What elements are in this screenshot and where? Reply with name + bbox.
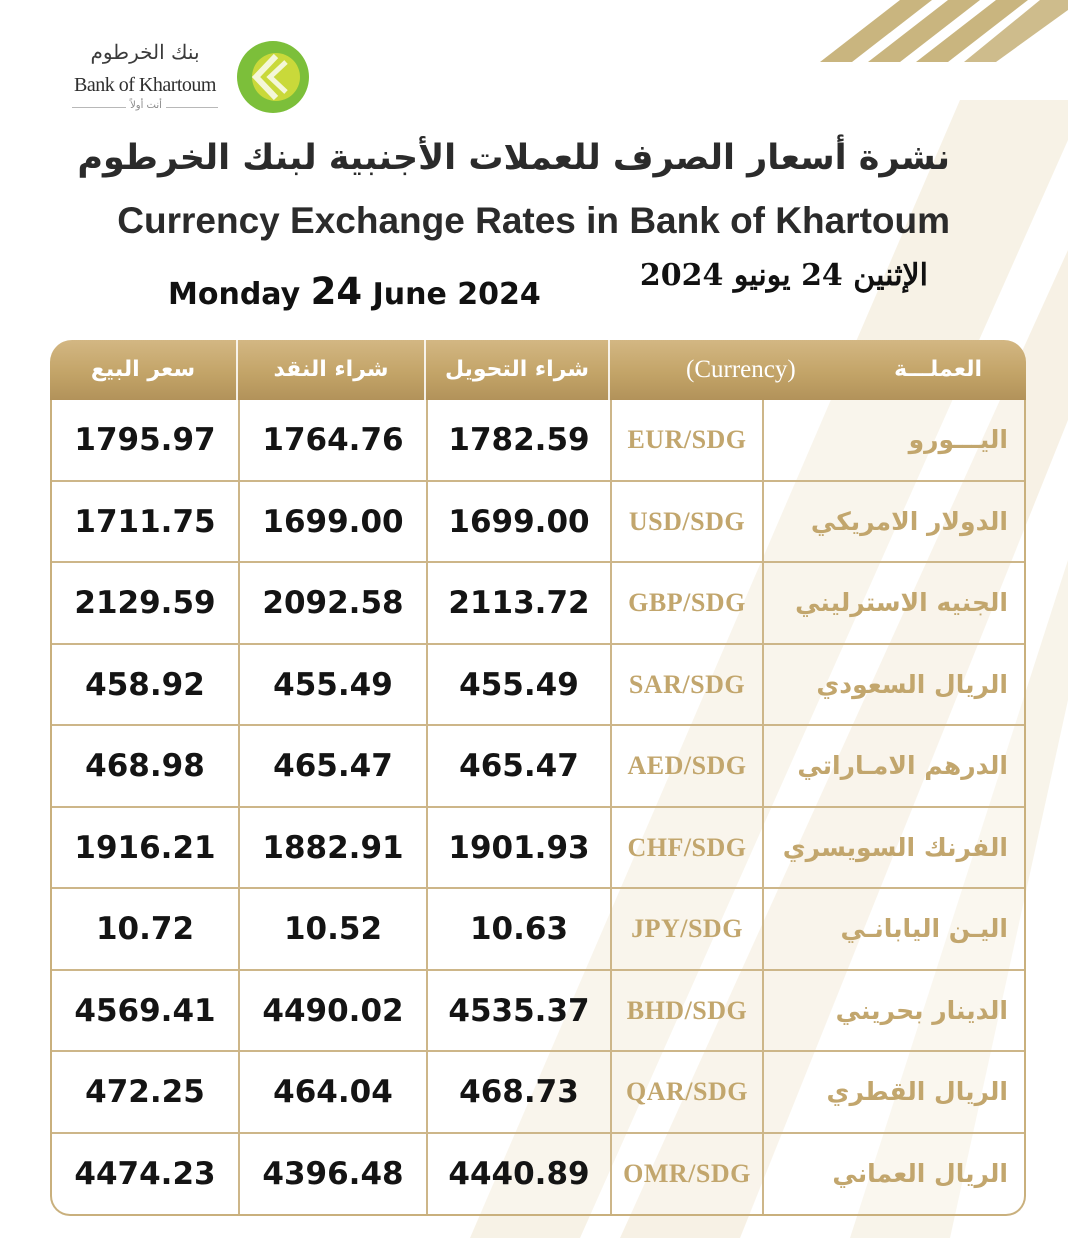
currency-pair: SAR/SDG bbox=[628, 669, 746, 699]
currency-pair: JPY/SDG bbox=[631, 914, 743, 943]
sell-value: 468.98 bbox=[85, 748, 205, 784]
currency-pair: BHD/SDG bbox=[626, 995, 748, 1025]
bank-logo bbox=[64, 38, 324, 118]
table-row bbox=[52, 482, 1024, 564]
cash-buy-value: 1882.91 bbox=[262, 829, 404, 866]
currency-pair: AED/SDG bbox=[627, 751, 747, 780]
sell-value: 1795.97 bbox=[74, 422, 216, 458]
table-body bbox=[50, 400, 1026, 1216]
currency-pair: OMR/SDG bbox=[623, 1158, 751, 1188]
header-sell: سعر البيع bbox=[90, 357, 196, 382]
header-transfer-buy: شراء التحويل bbox=[444, 357, 590, 382]
currency-pair: USD/SDG bbox=[628, 506, 746, 536]
table-row bbox=[52, 1134, 1024, 1216]
currency-name: اليـــورو bbox=[908, 425, 1008, 454]
header-currency bbox=[610, 340, 1026, 400]
sell-value: 458.92 bbox=[85, 666, 205, 703]
logo-english-name: Bank of Khartoum bbox=[74, 74, 216, 96]
currency-name: الدينار بحريني bbox=[835, 995, 1008, 1025]
table-row bbox=[52, 563, 1024, 645]
logo-arabic-name: بنك الخرطوم bbox=[90, 40, 200, 64]
transfer-buy-value: 1782.59 bbox=[448, 422, 590, 458]
sell-value: 4474.23 bbox=[74, 1155, 216, 1192]
currency-pair: QAR/SDG bbox=[626, 1077, 748, 1106]
currency-name: الريال العماني bbox=[832, 1158, 1008, 1188]
table-row bbox=[52, 726, 1024, 808]
date-month-year: June 2024 bbox=[372, 277, 541, 312]
sell-value: 2129.59 bbox=[74, 585, 216, 621]
sell-value: 1711.75 bbox=[74, 503, 216, 540]
currency-name: الريال القطري bbox=[826, 1077, 1008, 1106]
sell-value: 4569.41 bbox=[74, 992, 216, 1029]
date-english bbox=[168, 270, 588, 313]
table-row bbox=[52, 645, 1024, 727]
date-arabic: الإثنين 24 يونيو 2024 bbox=[639, 258, 928, 293]
currency-pair: EUR/SDG bbox=[627, 425, 747, 454]
currency-name: اليـن اليابانـي bbox=[840, 914, 1008, 943]
table-row bbox=[52, 1052, 1024, 1134]
header-cash-buy: شراء النقد bbox=[273, 357, 389, 382]
title-english: Currency Exchange Rates in Bank of Khartoum bbox=[117, 200, 950, 241]
transfer-buy-value: 2113.72 bbox=[448, 585, 590, 621]
exchange-rates-table bbox=[50, 340, 1026, 1216]
currency-name: الريال السعودي bbox=[816, 669, 1008, 699]
cash-buy-value: 1699.00 bbox=[262, 503, 404, 540]
title-arabic: نشرة أسعار الصرف للعملات الأجنبية لبنك الخرطوم bbox=[77, 138, 950, 178]
currency-name: الفرنك السويسري bbox=[782, 832, 1008, 862]
sell-value: 472.25 bbox=[85, 1074, 205, 1110]
header-currency-arabic: العملـــة bbox=[894, 357, 982, 382]
cash-buy-value: 10.52 bbox=[283, 911, 383, 947]
bank-logo-mark-icon bbox=[236, 40, 310, 114]
logo-tagline: أنت أولاً bbox=[126, 100, 166, 111]
transfer-buy-value: 4440.89 bbox=[448, 1155, 590, 1192]
currency-pair: GBP/SDG bbox=[628, 588, 746, 617]
transfer-buy-value: 4535.37 bbox=[448, 992, 590, 1029]
date-weekday: Monday bbox=[168, 277, 301, 312]
sell-value: 10.72 bbox=[95, 911, 195, 947]
transfer-buy-value: 465.47 bbox=[459, 748, 579, 784]
transfer-buy-value: 468.73 bbox=[459, 1074, 579, 1110]
transfer-buy-value: 1699.00 bbox=[448, 503, 590, 540]
currency-name: الدرهم الامـاراتي bbox=[797, 751, 1008, 780]
table-row bbox=[52, 400, 1024, 482]
cash-buy-value: 464.04 bbox=[273, 1074, 393, 1110]
currency-name: الجنيه الاسترليني bbox=[795, 588, 1008, 617]
header-currency-english: (Currency) bbox=[686, 356, 796, 383]
transfer-buy-value: 1901.93 bbox=[448, 829, 590, 866]
table-row bbox=[52, 971, 1024, 1053]
sell-value: 1916.21 bbox=[74, 829, 216, 866]
cash-buy-value: 4396.48 bbox=[262, 1155, 404, 1192]
table-row bbox=[52, 889, 1024, 971]
transfer-buy-value: 10.63 bbox=[469, 911, 569, 947]
table-row bbox=[52, 808, 1024, 890]
cash-buy-value: 2092.58 bbox=[262, 585, 404, 621]
cash-buy-value: 455.49 bbox=[273, 666, 393, 703]
cash-buy-value: 1764.76 bbox=[262, 422, 404, 458]
cash-buy-value: 4490.02 bbox=[262, 992, 404, 1029]
date-day: 24 bbox=[310, 270, 363, 313]
cash-buy-value: 465.47 bbox=[273, 748, 393, 784]
currency-name: الدولار الامريكي bbox=[810, 506, 1008, 536]
transfer-buy-value: 455.49 bbox=[459, 666, 579, 703]
currency-pair: CHF/SDG bbox=[627, 832, 747, 862]
table-header bbox=[50, 340, 1026, 400]
